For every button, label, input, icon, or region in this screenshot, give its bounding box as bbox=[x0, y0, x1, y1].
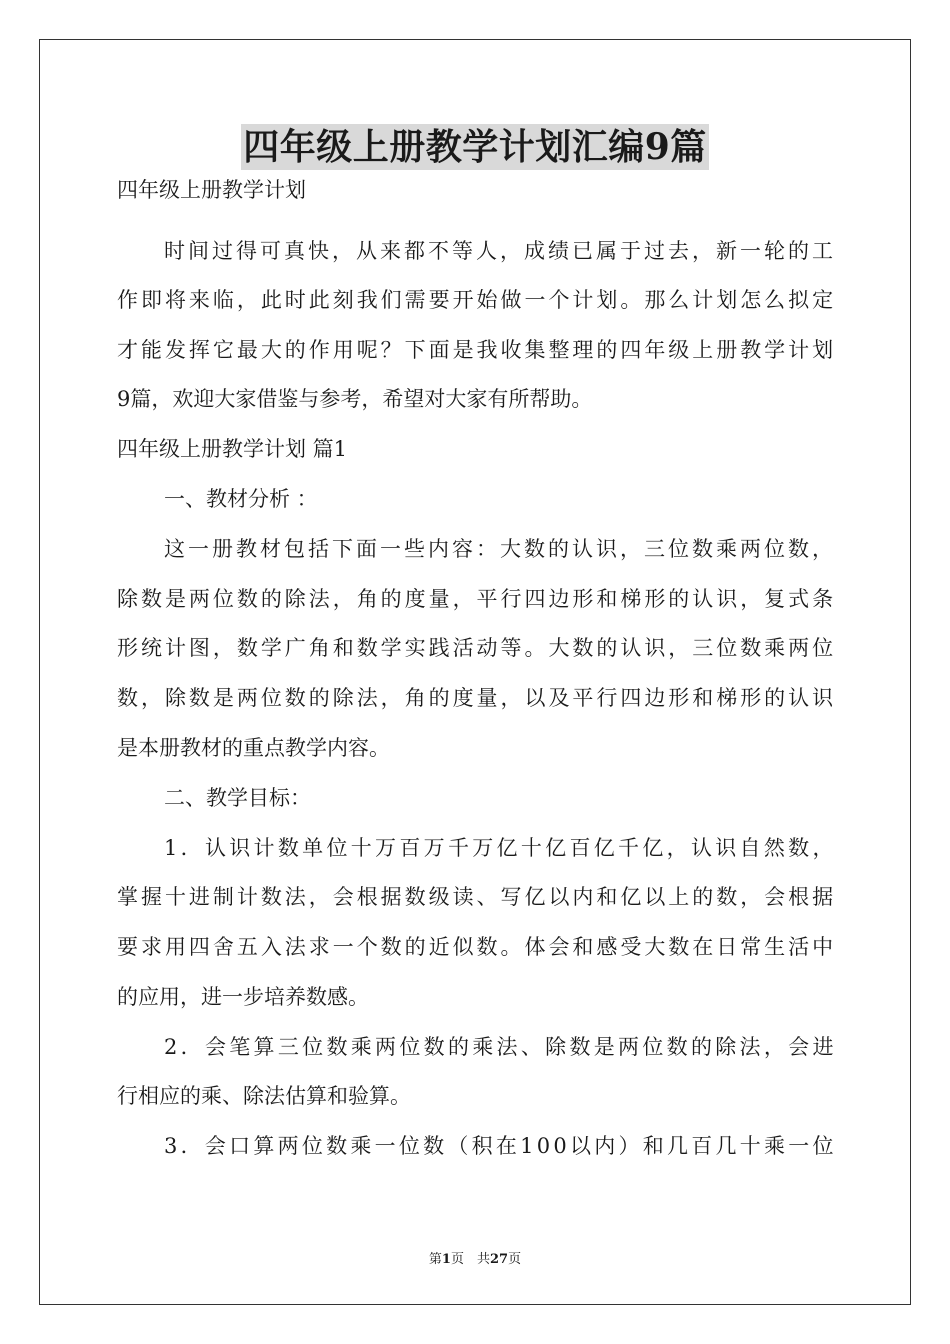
footer-total-pages: 27 bbox=[489, 1252, 509, 1267]
title-container bbox=[0, 124, 950, 170]
text-line: 9篇，欢迎大家借鉴与参考，希望对大家有所帮助。 bbox=[117, 387, 593, 411]
text-line: 四年级上册教学计划 bbox=[117, 178, 306, 202]
text-line: 作即将来临，此时此刻我们需要开始做一个计划。那么计划怎么拟定 bbox=[117, 288, 837, 312]
text-line: 才能发挥它最大的作用呢？下面是我收集整理的四年级上册教学计划 bbox=[117, 338, 837, 362]
text-line: 时间过得可真快，从来都不等人，成绩已属于过去，新一轮的工 bbox=[164, 239, 836, 263]
document-title: 四年级上册教学计划汇编9篇 bbox=[243, 126, 707, 168]
text-line: 除数是两位数的除法，角的度量，平行四边形和梯形的认识，复式条 bbox=[117, 587, 837, 611]
text-line: 形统计图，数学广角和数学实践活动等。大数的认识，三位数乘两位 bbox=[117, 636, 837, 660]
text-line: 要求用四舍五入法求一个数的近似数。体会和感受大数在日常生活中 bbox=[117, 935, 837, 959]
text-line: 是本册教材的重点教学内容。 bbox=[117, 736, 390, 760]
text-line: 这一册教材包括下面一些内容：大数的认识，三位数乘两位数， bbox=[164, 537, 836, 561]
page-border bbox=[39, 39, 911, 1305]
text-line: 行相应的乘、除法估算和验算。 bbox=[117, 1084, 411, 1108]
text-line: 的应用，进一步培养数感。 bbox=[117, 985, 369, 1009]
text-line: 一、教材分析 ： bbox=[164, 487, 318, 511]
footer-middle: 页 共 bbox=[450, 1252, 490, 1267]
text-line: 掌握十进制计数法，会根据数级读、写亿以内和亿以上的数，会根据 bbox=[117, 885, 837, 909]
text-line: 2．会笔算三位数乘两位数的乘法、除数是两位数的除法，会进 bbox=[164, 1035, 837, 1059]
text-line: 数，除数是两位数的除法，角的度量，以及平行四边形和梯形的认识 bbox=[117, 686, 837, 710]
text-line: 3．会口算两位数乘一位数（积在100以内）和几百几十乘一位 bbox=[164, 1134, 837, 1158]
page-footer bbox=[0, 1248, 950, 1267]
footer-prefix: 第 bbox=[428, 1252, 442, 1267]
text-line: 四年级上册教学计划 篇1 bbox=[117, 437, 348, 461]
text-line: 二、教学目标： bbox=[164, 786, 311, 810]
footer-suffix: 页 bbox=[508, 1252, 522, 1267]
text-line: 1．认识计数单位十万百万千万亿十亿百亿千亿，认识自然数， bbox=[164, 836, 837, 860]
footer-page-number: 1 bbox=[441, 1252, 451, 1267]
